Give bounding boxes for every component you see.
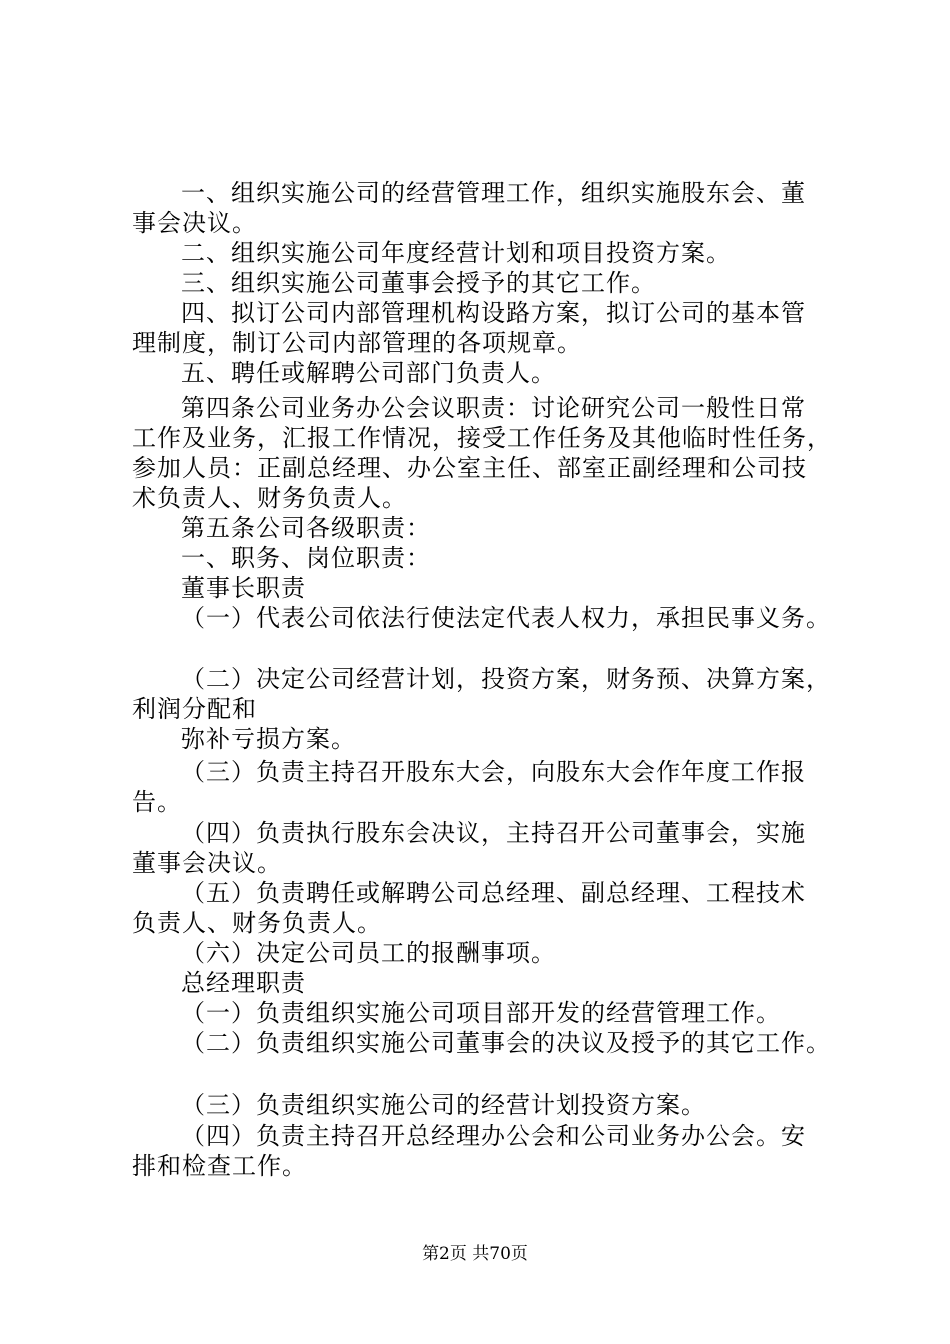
text-line: 五、聘任或解聘公司部门负责人。	[181, 359, 556, 387]
text-line: 参加人员：正副总经理、办公室主任、部室正副经理和公司技	[132, 454, 807, 482]
page-number-footer: 第2页 共70页	[422, 1244, 528, 1264]
text-line: 第四条公司业务办公会议职责：讨论研究公司一般性日常	[181, 394, 806, 422]
text-line: （三）负责主持召开股东大会，向股东大会作年度工作报	[181, 758, 806, 786]
text-line: 术负责人、财务负责人。	[132, 484, 407, 512]
text-line: （二）决定公司经营计划，投资方案，财务预、决算方案，	[181, 665, 831, 693]
text-line: 利润分配和	[132, 695, 257, 723]
text-line: 理制度，制订公司内部管理的各项规章。	[132, 329, 582, 357]
text-line: （四）负责主持召开总经理办公会和公司业务办公会。安	[181, 1122, 806, 1150]
text-line: 工作及业务，汇报工作情况，接受工作任务及其他临时性任务，	[132, 424, 832, 452]
text-line: （六）决定公司员工的报酬事项。	[181, 939, 556, 967]
text-line: 四、拟订公司内部管理机构设路方案，拟订公司的基本管	[181, 299, 806, 327]
text-line: 事会决议。	[132, 209, 257, 237]
text-line: 一、职务、岗位职责：	[181, 544, 431, 572]
text-line: 排和检查工作。	[132, 1152, 307, 1180]
text-line: 第五条公司各级职责：	[181, 514, 431, 542]
text-line: 三、组织实施公司董事会授予的其它工作。	[181, 269, 656, 297]
text-line: 负责人、财务负责人。	[132, 909, 382, 937]
text-line: 董事会决议。	[132, 849, 282, 877]
text-line: 二、组织实施公司年度经营计划和项目投资方案。	[181, 239, 731, 267]
text-line: 总经理职责	[181, 969, 306, 997]
text-line: 弥补亏损方案。	[181, 725, 356, 753]
text-line: （三）负责组织实施公司的经营计划投资方案。	[181, 1091, 706, 1119]
text-line: （一）代表公司依法行使法定代表人权力，承担民事义务。	[181, 604, 831, 632]
text-line: （五）负责聘任或解聘公司总经理、副总经理、工程技术	[181, 879, 806, 907]
text-line: 董事长职责	[181, 574, 306, 602]
text-line: （二）负责组织实施公司董事会的决议及授予的其它工作。	[181, 1029, 831, 1057]
text-line: 一、组织实施公司的经营管理工作，组织实施股东会、董	[181, 179, 806, 207]
text-line: （四）负责执行股东会决议，主持召开公司董事会，实施	[181, 819, 806, 847]
text-line: （一）负责组织实施公司项目部开发的经营管理工作。	[181, 999, 781, 1027]
text-line: 告。	[132, 788, 182, 816]
